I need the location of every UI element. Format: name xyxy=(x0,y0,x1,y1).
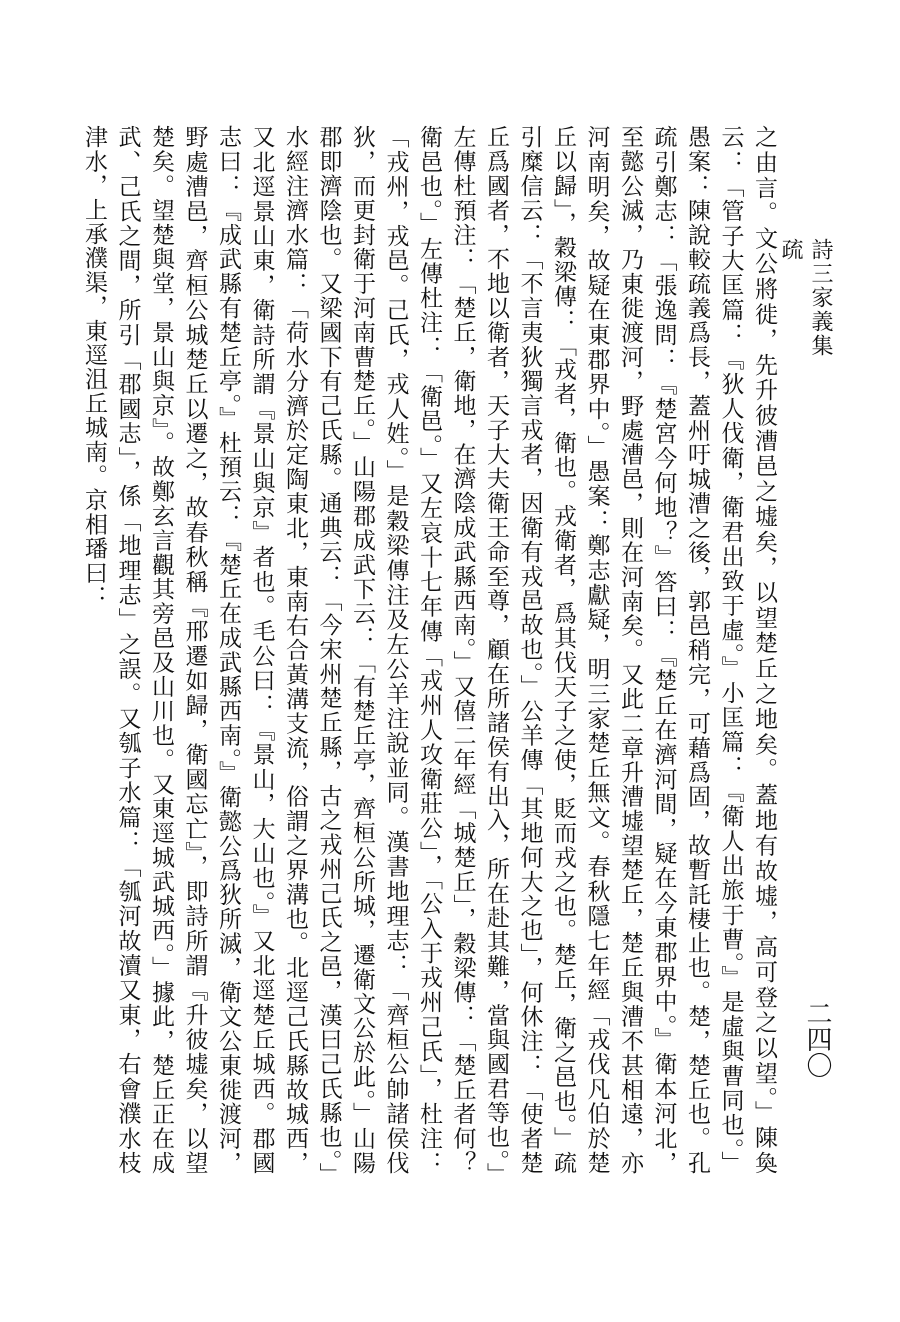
vertical-text-body: 之由言。文公將徙，先升彼漕邑之墟矣，以望楚丘之地矣。蓋地有故墟，高可登之以望。」陳奐云：「管子大匡篇：『狄人伐衛，衛君出致于虛。』小匡篇：『衛人出旅于曹。』是虛與曹同也。」愚案：陳說較疏義爲長，蓋州吁城漕之後，郭邑稍完，可藉爲固，故暫託棲止也。楚，楚丘也。孔疏引鄭志：「張逸問：『楚宮今何地？』答曰：『楚丘在濟河間，疑在今東郡界中。』衛本河北，至懿公滅，乃東徙渡河，野處漕邑，則在河南矣。又此二章升漕墟望楚丘，楚丘與漕不甚相遠，亦河南明矣，故疑在東郡界中。」愚案：鄭志獻疑，明三家楚丘無文。春秋隱七年經「戎伐凡伯於楚丘以歸」，穀梁傳：「戎者，衛也。戎衛者，爲其伐天子之使，貶而戎之也。楚丘，衛之邑也。」疏引糜信云：「不言夷狄獨言戎者，因衛有戎邑故也。」公羊傳「其地何大之也」，何休注：「使者楚丘爲國者，不地以衛者，天子大夫衛王命至尊，顧在所諸侯有出入，所在赴其難，當與國君等也。」左傳杜預注：「楚丘，衛地，在濟陰成武縣西南。」又僖二年經「城楚丘」，穀梁傳：「楚丘者何？衛邑也。」左傳杜注：「衛邑。」又左哀十七年傳「戎州人攻衛莊公」，「公入于戎州己氏」，杜注：「戎州，戎邑。己氏，戎人姓。」是穀梁傳注及左公羊注說並同。漢書地理志：「齊桓公帥諸侯伐狄，而更封衛于河南曹楚丘。」山陽郡成武下云：「有楚丘亭，齊桓公所城，遷衛文公於此。」山陽郡即濟陰也。又梁國下有己氏縣。通典云：「今宋州楚丘縣，古之戎州己氏之邑，漢曰己氏縣也。」水經注濟水篇：「荷水分濟於定陶東北，東南右合黃溝支流，俗謂之界溝也。北逕己氏縣故城西，又北逕景山東，衛詩所謂『景山與京』者也。毛公曰：『景山，大山也。』又北逕楚丘城西。郡國志曰：『成武縣有楚丘亭。』杜預云：『楚丘在成武縣西南。』衛懿公爲狄所滅，衛文公東徙渡河，野處漕邑，齊桓公城楚丘以遷之，故春秋稱『邢遷如歸，衛國忘亡』，即詩所謂『升彼墟矣，以望楚矣。望楚與堂，景山與京』。故鄭玄言觀其旁邑及山川也。又東逕城武城西。」據此，楚丘正在成武、己氏之間，所引「郡國志」，係「地理志」之誤。又瓠子水篇：「瓠河故瀆又東，右會濮水枝津水，上承濮渠，東逕沮丘城南。京相璠曰： xyxy=(81,125,777,1175)
page-number: 二四〇 xyxy=(802,1000,832,1078)
book-title: 詩三家義集疏 xyxy=(778,238,833,358)
